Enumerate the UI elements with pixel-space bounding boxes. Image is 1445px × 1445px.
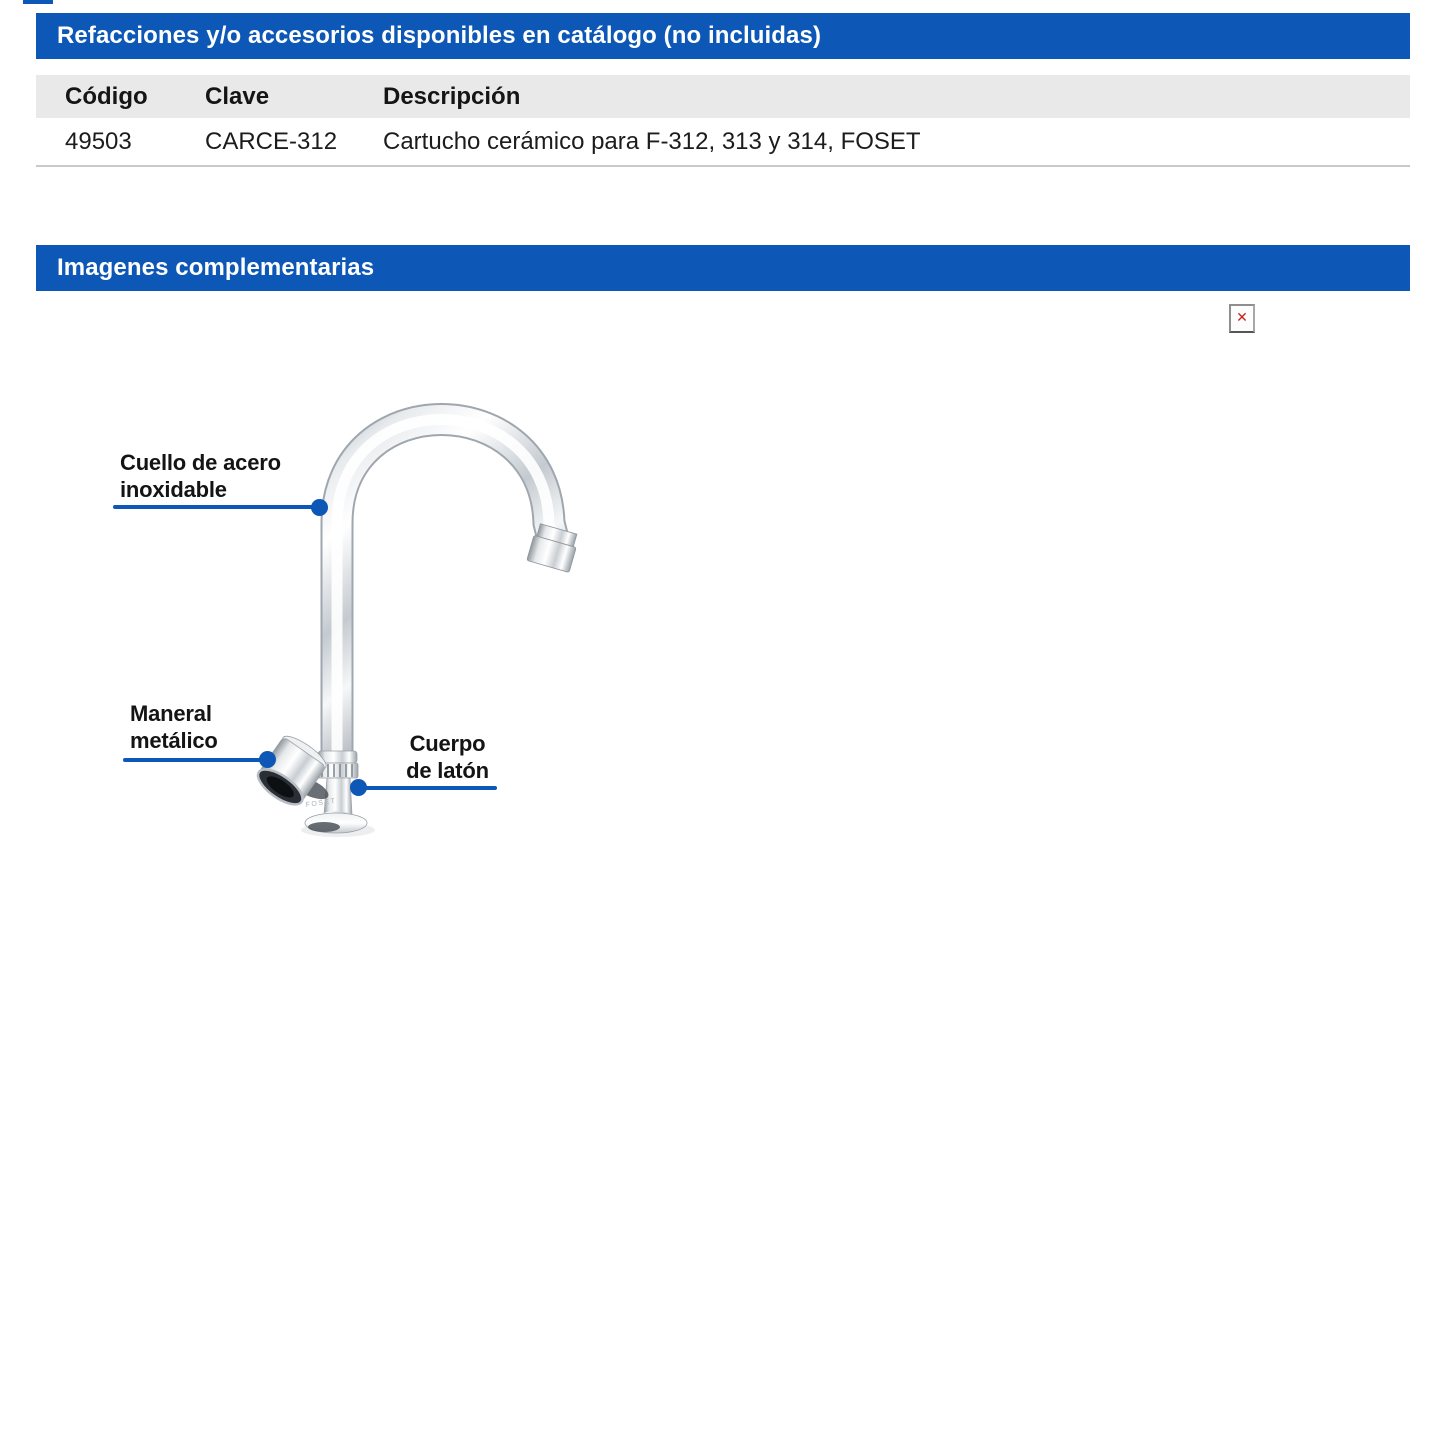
column-header-clave: Clave (205, 83, 270, 110)
column-header-codigo: Código (65, 83, 148, 110)
red-x-icon: ✕ (1236, 309, 1248, 326)
label-neck-line2: inoxidable (120, 477, 227, 502)
pointer-dot-neck (311, 499, 328, 516)
pointer-dot-body (350, 779, 367, 796)
pointer-line-handle (123, 758, 268, 762)
cell-codigo: 49503 (65, 128, 132, 155)
cell-descripcion: Cartucho cerámico para F-312, 313 y 314, FOSET (383, 128, 921, 155)
label-neck-line1: Cuello de acero (120, 450, 281, 475)
label-body-line2: de latón (406, 758, 489, 783)
brand-watermark: FOSET (305, 797, 337, 809)
gooseneck-spout (337, 420, 553, 766)
label-body-line1: Cuerpo (409, 731, 486, 756)
pointer-dot-handle (259, 751, 276, 768)
pointer-line-neck (113, 505, 320, 509)
label-handle-line1: Maneral (130, 701, 212, 726)
label-handle (130, 700, 218, 754)
broken-image-icon (1229, 304, 1255, 333)
section-title-refacciones: Refacciones y/o accesorios disponibles en catálogo (no incluidas) (57, 22, 822, 49)
section-title-imagenes: Imagenes complementarias (57, 254, 375, 281)
column-header-descripcion: Descripción (383, 83, 521, 110)
cell-clave: CARCE-312 (205, 128, 338, 155)
table-row (36, 118, 1410, 167)
label-body (400, 730, 495, 784)
label-handle-line2: metálico (130, 728, 218, 753)
section-header-refacciones (36, 13, 1410, 59)
page-top-fragment (23, 0, 53, 4)
section-header-imagenes (36, 245, 1410, 291)
label-neck (120, 449, 281, 503)
table-header-row (36, 75, 1410, 118)
pointer-line-body (358, 786, 497, 790)
